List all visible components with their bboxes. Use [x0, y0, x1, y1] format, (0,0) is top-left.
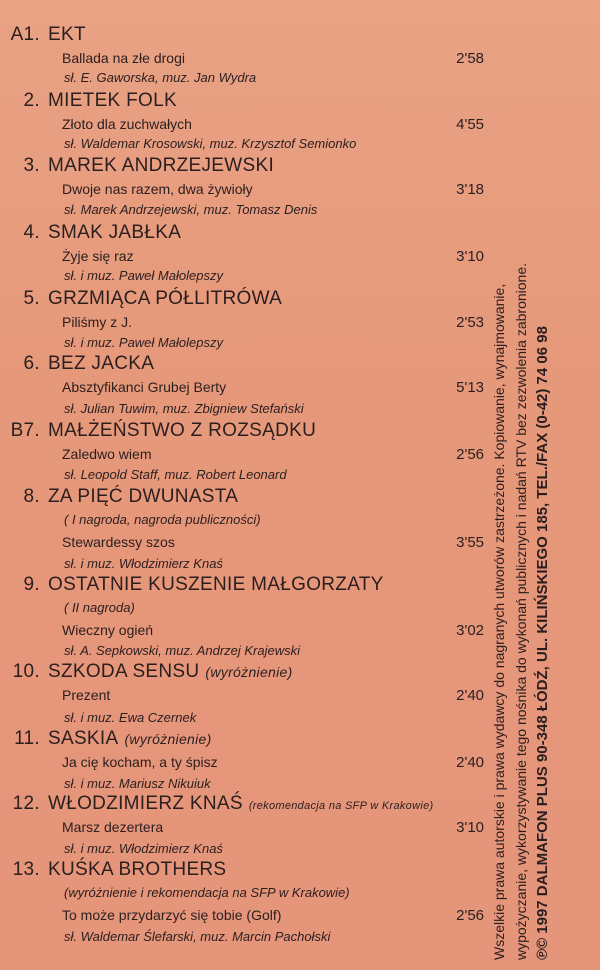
track-credit: sł. i muz. Ewa Czernek	[64, 710, 197, 725]
track-duration: 2'56	[456, 446, 484, 463]
track-note: (rekomendacja na SFP w Krakowie)	[248, 800, 434, 812]
track-song: Stewardessy szos 3'55	[62, 534, 484, 551]
track-credit: sł. i muz. Paweł Małolepszy	[64, 335, 223, 350]
track-duration: 4'55	[456, 116, 484, 133]
track-credit: sł. A. Sepkowski, muz. Andrzej Krajewski	[64, 643, 300, 658]
track-artist: 11. SASKIA (wyróżnienie)	[14, 728, 212, 749]
track-duration: 3'02	[456, 622, 484, 639]
track-duration: 3'18	[456, 181, 484, 198]
track-duration: 3'10	[456, 248, 484, 265]
track-credit: sł. i muz. Włodzimierz Knaś	[64, 556, 223, 571]
track-credit: sł. Leopold Staff, muz. Robert Leonard	[64, 467, 287, 482]
track-artist: 12. WŁODZIMIERZ KNAŚ (rekomendacja na SFP w Krakowie)	[12, 793, 434, 814]
track-song: Zaledwo wiem 2'56	[62, 446, 484, 463]
track-duration: 2'53	[456, 314, 484, 331]
track-award: ( II nagroda)	[64, 600, 135, 615]
track-song: To może przydarzyć się tobie (Golf) 2'56	[62, 907, 484, 924]
track-duration: 2'40	[456, 754, 484, 771]
track-credit: sł. Waldemar Ślefarski, muz. Marcin Pachołski	[64, 929, 331, 944]
track-note: (wyróżnienie)	[124, 731, 212, 747]
track-duration: 3'55	[456, 534, 484, 551]
track-song: Absztyfikanci Grubej Berty 5'13	[62, 379, 484, 396]
track-artist: A1. EKT	[10, 24, 86, 45]
track-song: Ja cię kocham, a ty śpisz 2'40	[62, 754, 484, 771]
track-artist: 10. SZKODA SENSU (wyróżnienie)	[12, 661, 293, 682]
track-artist: B7. MAŁŻEŃSTWO Z ROZSĄDKU	[10, 420, 317, 441]
copyright-line: wypożyczanie, wykorzystywanie tego nośnika do wykonań publicznych i nadań RTV bez zezwolenia zabronione.	[513, 262, 529, 960]
track-credit: sł. Marek Andrzejewski, muz. Tomasz Denis	[64, 202, 318, 217]
track-artist: 3. MAREK ANDRZEJEWSKI	[23, 155, 275, 176]
track-song: Prezent 2'40	[62, 687, 484, 704]
track-artist: 4. SMAK JABŁKA	[23, 222, 182, 243]
track-artist: 5. GRZMIĄCA PÓŁLITRÓWA	[23, 288, 283, 309]
track-duration: 2'40	[456, 687, 484, 704]
track-credit: sł. Julian Tuwim, muz. Zbigniew Stefański	[64, 401, 304, 416]
track-song: Piliśmy z J. 2'53	[62, 314, 484, 331]
track-artist: 9. OSTATNIE KUSZENIE MAŁGORZATY	[23, 574, 384, 595]
track-song: Wieczny ogień 3'02	[62, 622, 484, 639]
track-credit: sł. i muz. Paweł Małolepszy	[64, 268, 223, 283]
track-credit: sł. Waldemar Krosowski, muz. Krzysztof Semionko	[64, 136, 357, 151]
track-song: Złoto dla zuchwałych 4'55	[62, 116, 484, 133]
publisher-line: ℗© 1997 DALMAFON PLUS 90-348 ŁÓDŹ, UL. KILIŃSKIEGO 185, TEL./FAX (0-42) 74 06 98	[534, 326, 551, 960]
track-duration: 3'10	[456, 819, 484, 836]
track-duration: 2'56	[456, 907, 484, 924]
track-credit: sł. i muz. Mariusz Nikuiuk	[64, 776, 211, 791]
track-credit: sł. i muz. Włodzimierz Knaś	[64, 841, 223, 856]
track-song: Dwoje nas razem, dwa żywioły 3'18	[62, 181, 484, 198]
track-artist: 8. ZA PIĘĆ DWUNASTA	[23, 486, 239, 507]
copyright-line: Wszelkie prawa autorskie i prawa wydawcy do nagranych utworów zastrzeżone. Kopiowanie, wynajmowanie,	[491, 283, 507, 960]
copyright-sidebar	[488, 0, 600, 960]
track-artist: 13. KUŚKA BROTHERS	[12, 859, 227, 880]
track-credit: sł. E. Gaworska, muz. Jan Wydra	[64, 70, 257, 85]
track-song: Marsz dezertera 3'10	[62, 819, 484, 836]
track-award: ( I nagroda, nagroda publiczności)	[64, 512, 261, 527]
track-duration: 5'13	[456, 379, 484, 396]
track-artist: 2. MIETEK FOLK	[23, 90, 177, 111]
track-song: Ballada na złe drogi 2'58	[62, 50, 484, 67]
track-song: Żyje się raz 3'10	[62, 248, 484, 265]
track-award: (wyróżnienie i rekomendacja na SFP w Krakowie)	[64, 885, 350, 900]
track-artist: 6. BEZ JACKA	[23, 353, 155, 374]
track-duration: 2'58	[456, 50, 484, 67]
track-note: (wyróżnienie)	[205, 664, 293, 680]
